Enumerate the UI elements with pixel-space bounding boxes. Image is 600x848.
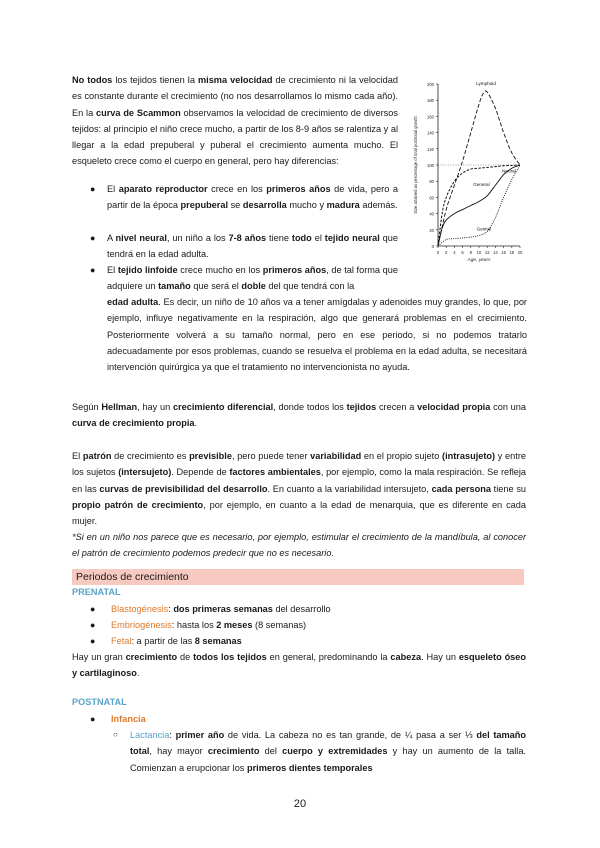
prenatal-paragraph: Hay un gran crecimiento de todos los tejidos en general, predominando la cabeza. Hay un esqueleto óseo y cartilaginoso. xyxy=(72,652,527,679)
y-tick-label: 100 xyxy=(427,163,434,168)
postnatal-lactancia: Lactancia: primer año de vida. La cabeza no es tan grande, de ¼ pasa a ser ⅓ del tamaño total, hay mayor crecimiento del cuerpo y extremidades y hay un aumento de la talla. Comienzan a erupcionar los primeros dientes temporales xyxy=(130,730,526,773)
y-tick-label: 0 xyxy=(431,244,434,249)
y-tick-label: 60 xyxy=(429,195,434,201)
bullet-dot-icon: ● xyxy=(90,233,96,243)
y-tick-label: 20 xyxy=(429,227,434,233)
prenatal-item-blastogenesis: Blastogénesis: dos primeras semanas del desarrollo xyxy=(111,604,331,614)
bullet-dot-icon: ● xyxy=(90,636,96,646)
x-tick-label: 16 xyxy=(501,250,506,255)
y-tick-label: 200 xyxy=(427,82,434,87)
x-tick-label: 4 xyxy=(453,250,456,255)
bullet-dot-icon: ● xyxy=(90,604,96,614)
x-tick-label: 6 xyxy=(461,250,464,255)
intro-bold: No todos xyxy=(72,75,113,85)
bullet-dot-icon: ● xyxy=(90,620,96,630)
bullet-dot-icon: ● xyxy=(90,265,96,275)
section-header xyxy=(72,569,524,585)
x-tick-label: 20 xyxy=(517,250,523,255)
bullet-reproductor: El aparato reproductor crece en los primeros años de vida, pero a partir de la época prepuberal se desarrolla mucho y madura además. xyxy=(107,184,399,211)
x-tick-label: 0 xyxy=(436,250,440,255)
hellman-paragraph: Según Hellman, hay un crecimiento diferencial, donde todos los tejidos crecen a velocidad propia con una curva de crecimiento propia. xyxy=(72,402,527,429)
scammon-growth-chart xyxy=(408,74,526,274)
x-tick-label: 10 xyxy=(476,250,482,255)
x-tick-label: 18 xyxy=(509,250,515,255)
x-tick-label: 2 xyxy=(445,250,448,255)
bullet-dot-icon: ● xyxy=(90,184,96,194)
y-tick-label: 140 xyxy=(427,130,434,136)
bullet-linfoide-cont: edad adulta. Es decir, un niño de 10 años va a tener amígdalas y adenoides muy grandes, lo que, por ejemplo, influye negativamente en la respiración, algo que generará problemas en el crecimiento. Posteriormente volverá a su tamaño normal, pero en ese periodo, si no podemos tratarlo adecuadamente por esos problemas, cuando se resuelva el problema en la edad adulta, se necesitará intervención quirúrgica ya que el tratamiento no intervencionista no ayuda. xyxy=(107,297,527,373)
series-label-neural: Neural xyxy=(502,168,516,174)
postnatal-heading: POSTNATAL xyxy=(72,697,127,707)
x-tick-label: 12 xyxy=(484,250,490,255)
series-label-lymphoid: Lymphoid xyxy=(476,81,496,86)
y-axis-label: Size attained as percentage of total postnatal growth xyxy=(413,116,418,214)
page-number: 20 xyxy=(293,798,307,810)
x-tick-label: 14 xyxy=(493,250,498,255)
series-label-general: General xyxy=(473,182,490,188)
circle-bullet-icon: ○ xyxy=(113,730,118,739)
patron-paragraph: El patrón de crecimiento es previsible, pero puede tener variabilidad en el propio sujeto (intrasujeto) y entre los sujetos (intersujeto). Depende de factores ambientales, por ejemplo, como la mala respiración. Se refleja en las curvas de previsibilidad del desarrollo. En cuanto a la variabilidad intersujeto, cada persona tiene su propio patrón de crecimiento, por ejemplo, en cuanto a la edad de menarquia, que es diferente en cada mujer. xyxy=(72,451,527,527)
section-title: Periodos de crecimiento xyxy=(76,571,189,583)
postnatal-infancia: Infancia xyxy=(111,714,146,724)
series-line-genital xyxy=(438,165,520,246)
prenatal-heading: PRENATAL xyxy=(72,587,121,597)
bullet-neural: A nivel neural, un niño a los 7-8 años tiene todo el tejido neural que tendrá en la edad adulta. xyxy=(107,233,398,260)
prenatal-item-fetal: Fetal: a partir de las 8 semanas xyxy=(111,636,242,646)
y-tick-label: 180 xyxy=(427,98,434,104)
patron-note: *Si en un niño nos parece que es necesario, por ejemplo, estimular el crecimiento de la mandíbula, al conocer el patrón de crecimiento podemos predecir que no es necesario. xyxy=(72,532,526,559)
x-tick-label: 8 xyxy=(469,250,472,255)
series-line-neural xyxy=(438,165,520,246)
y-tick-label: 160 xyxy=(427,114,434,120)
y-tick-label: 40 xyxy=(429,211,434,217)
bullet-linfoide-text: El tejido linfoide crece mucho en los primeros años, de tal forma que adquiere un tamaño que será el doble del que tendrá con la xyxy=(107,265,399,292)
x-axis-label: Age, years xyxy=(467,258,491,263)
bullet-dot-icon: ● xyxy=(90,714,96,724)
y-tick-label: 80 xyxy=(429,179,434,185)
prenatal-item-embriogenesis: Embriogénesis: hasta los 2 meses (8 semanas) xyxy=(111,620,307,630)
y-tick-label: 120 xyxy=(427,146,434,152)
intro-paragraph: No todos los tejidos tienen la misma velocidad de crecimiento ni la velocidad es constante durante el crecimiento (no nos desarrollamos lo mismo cada año). En la curva de Scammon observamos la velocidad de crecimiento de diversos tejidos: al principio el niño crece mucho, a partir de los 8-9 años se ralentiza y al llegar a la edad prepuberal y puberal el crecimiento aumenta mucho. El esqueleto crece como el cuerpo en general, pero hay diferencias: xyxy=(72,75,398,167)
series-label-genital: Genital xyxy=(476,226,492,232)
series-line-general xyxy=(438,165,520,246)
